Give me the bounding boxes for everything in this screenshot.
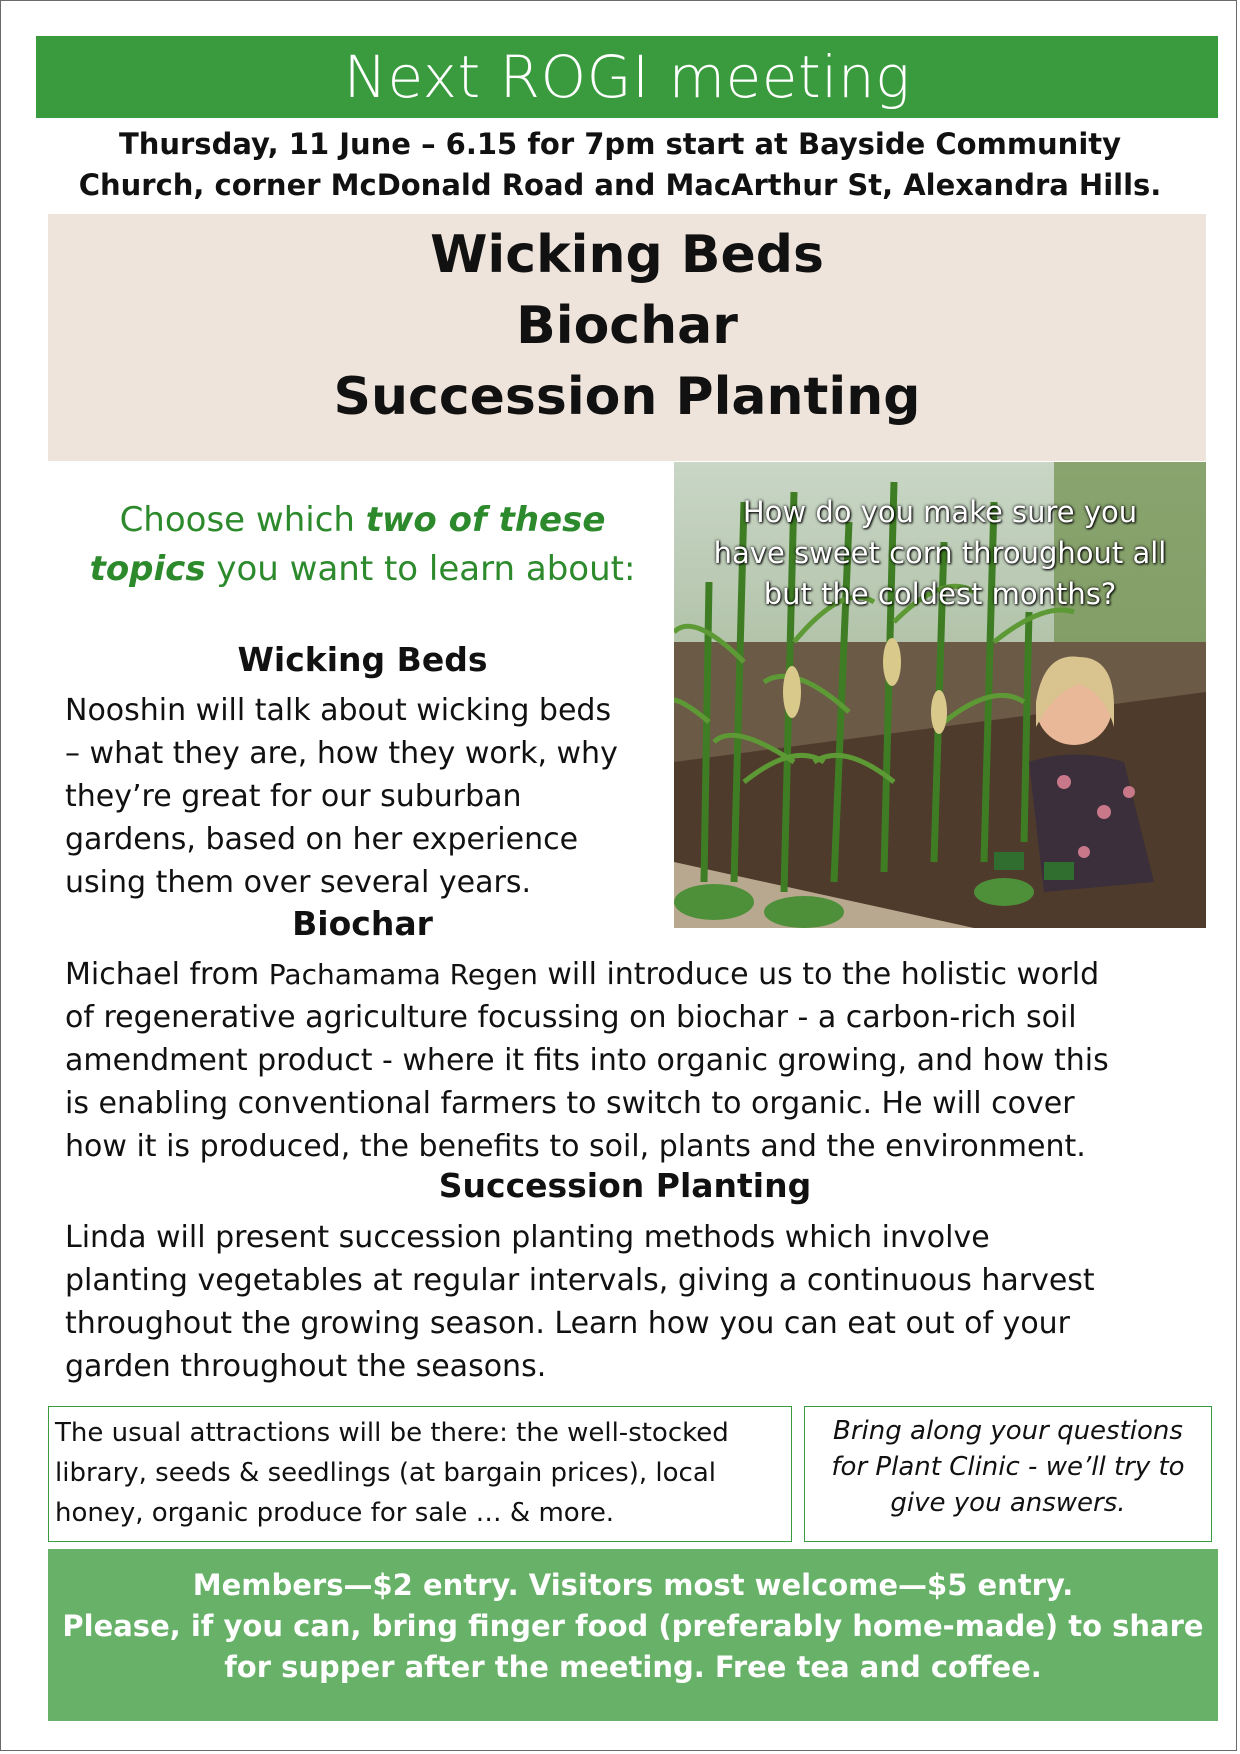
banner-title: Next ROGI meeting	[36, 36, 1218, 118]
choose-text-start: Choose which	[119, 500, 366, 540]
topic-wicking-beds: Wicking Beds	[430, 225, 824, 285]
section-heading-wicking-beds: Wicking Beds	[237, 640, 488, 679]
choose-topics-prompt	[70, 496, 655, 594]
plant-clinic-line: give you answers.	[890, 1488, 1126, 1518]
organisation-name: Pachamama Regen	[268, 958, 538, 991]
plant-clinic-box	[804, 1406, 1212, 1542]
photo-caption	[674, 492, 1206, 615]
paragraph-text: will introduce us to the holistic world	[537, 957, 1100, 992]
caption-line: but the coldest months?	[763, 577, 1117, 611]
paragraph-line: gardens, based on her experience	[65, 822, 579, 857]
meeting-date-line: Thursday, 11 June – 6.15 for 7pm start at Bayside Community	[118, 127, 1122, 161]
paragraph-line: garden throughout the seasons.	[65, 1349, 547, 1384]
entry-fee-footer	[48, 1549, 1218, 1721]
wicking-beds-description	[65, 689, 665, 904]
paragraph-line: planting vegetables at regular intervals, giving a continuous harvest	[65, 1263, 1095, 1298]
paragraph-line: is enabling conventional farmers to switch to organic. He will cover	[65, 1086, 1075, 1121]
paragraph-line: amendment product - where it fits into organic growing, and how this	[65, 1043, 1109, 1078]
choose-emphasis-1: two of these	[365, 500, 606, 540]
usual-attractions-box	[48, 1406, 792, 1542]
footer-line: Please, if you can, bring finger food (preferably home-made) to share	[62, 1609, 1204, 1643]
meeting-venue-line: Church, corner McDonald Road and MacArthur St, Alexandra Hills.	[78, 168, 1162, 202]
topic-succession-planting: Succession Planting	[333, 367, 921, 427]
attractions-line: The usual attractions will be there: the well-stocked	[55, 1418, 729, 1448]
meeting-details	[40, 124, 1200, 206]
caption-line: How do you make sure you	[742, 495, 1138, 529]
paragraph-text: Michael from	[65, 957, 269, 992]
paragraph-line: – what they are, how they work, why	[65, 736, 618, 771]
paragraph-line: how it is produced, the benefits to soil, plants and the environment.	[65, 1129, 1086, 1164]
paragraph-line: they’re great for our suburban	[65, 779, 522, 814]
succession-planting-description	[65, 1216, 1215, 1388]
paragraph-line: throughout the growing season. Learn how you can eat out of your	[65, 1306, 1071, 1341]
plant-clinic-line: for Plant Clinic - we’ll try to	[831, 1452, 1185, 1482]
section-heading-biochar: Biochar	[292, 904, 433, 943]
paragraph-line: Linda will present succession planting methods which involve	[65, 1220, 990, 1255]
choose-emphasis-2: topics	[89, 549, 206, 589]
choose-text-end: you want to learn about:	[205, 549, 636, 589]
topics-box	[48, 214, 1206, 461]
attractions-line: honey, organic produce for sale … & more.	[55, 1498, 615, 1528]
paragraph-line: of regenerative agriculture focussing on biochar - a carbon-rich soil	[65, 1000, 1077, 1035]
caption-line: have sweet corn throughout all	[713, 536, 1167, 570]
paragraph-line: using them over several years.	[65, 865, 531, 900]
footer-line: Members—$2 entry. Visitors most welcome—$5 entry.	[192, 1568, 1074, 1602]
footer-line: for supper after the meeting. Free tea and coffee.	[224, 1650, 1042, 1684]
section-heading-succession-planting: Succession Planting	[438, 1166, 812, 1205]
topic-biochar: Biochar	[516, 296, 738, 356]
biochar-description	[65, 953, 1215, 1168]
attractions-line: library, seeds & seedlings (at bargain prices), local	[55, 1458, 716, 1488]
paragraph-line	[65, 953, 1215, 996]
plant-clinic-line: Bring along your questions	[833, 1416, 1183, 1446]
paragraph-line: Nooshin will talk about wicking beds	[65, 693, 612, 728]
